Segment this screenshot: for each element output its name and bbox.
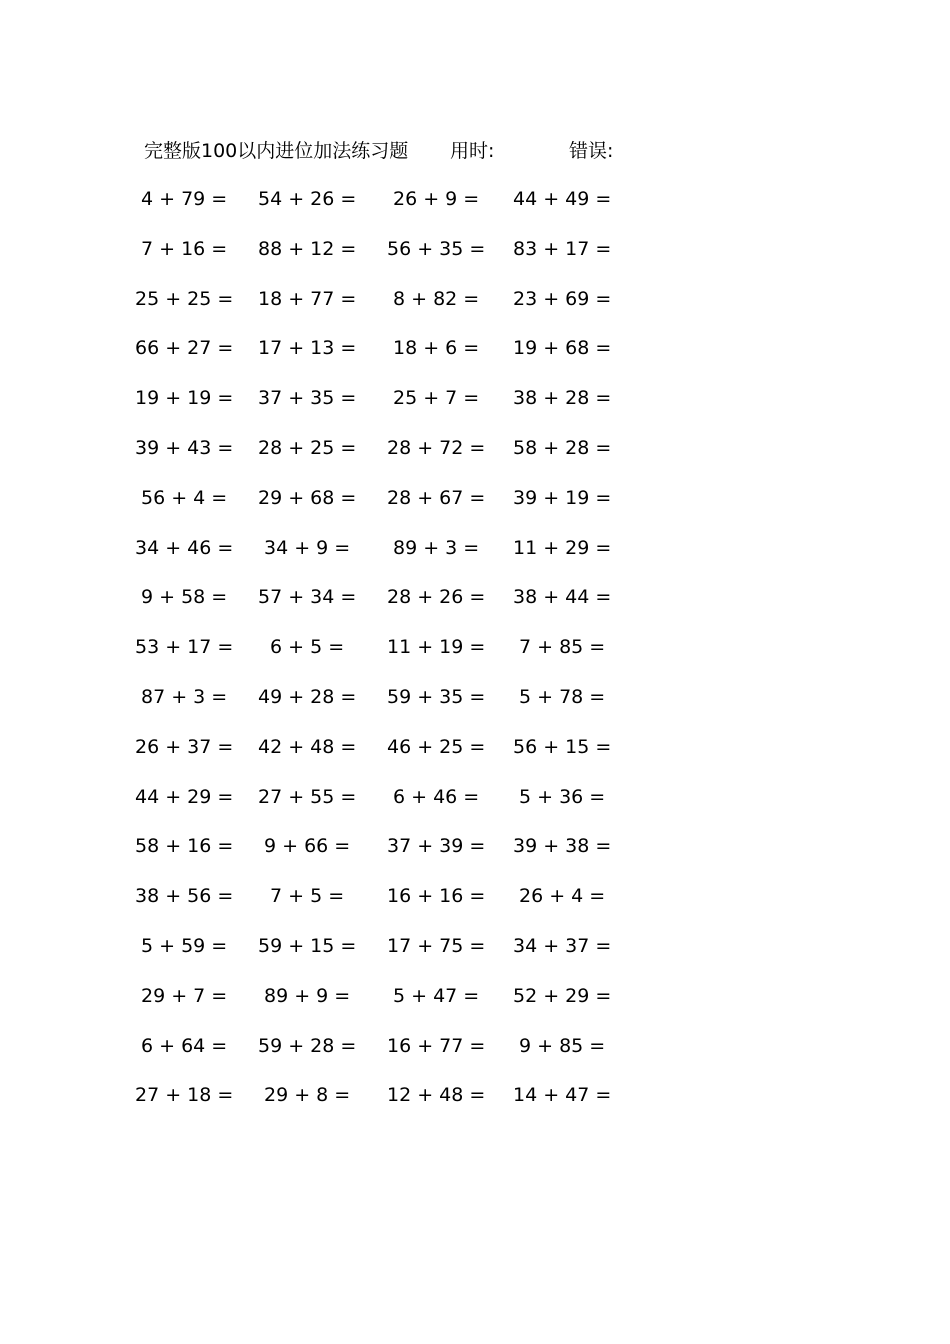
problem-row bbox=[0, 333, 950, 383]
addition-problem: 53 + 17 = bbox=[135, 636, 234, 659]
addition-problem: 9 + 58 = bbox=[141, 586, 228, 609]
addition-problem: 87 + 3 = bbox=[141, 685, 228, 708]
problem-row bbox=[0, 533, 950, 583]
addition-problem: 26 + 37 = bbox=[135, 735, 234, 758]
addition-problem: 29 + 68 = bbox=[258, 486, 357, 509]
problem-row bbox=[0, 582, 950, 632]
problem-row bbox=[0, 383, 950, 433]
addition-problem: 58 + 16 = bbox=[135, 835, 234, 858]
addition-problem: 54 + 26 = bbox=[258, 188, 357, 210]
addition-problem: 5 + 36 = bbox=[519, 785, 606, 808]
addition-problem: 26 + 9 = bbox=[393, 188, 480, 210]
addition-problem: 37 + 35 = bbox=[258, 387, 357, 410]
problem-grid bbox=[0, 184, 950, 1130]
worksheet-title: 完整版100以内进位加法练习题 bbox=[144, 140, 409, 162]
problem-row bbox=[0, 931, 950, 981]
addition-problem: 46 + 25 = bbox=[387, 735, 486, 758]
time-used-label: 用时: bbox=[450, 140, 495, 162]
problem-row bbox=[0, 981, 950, 1031]
problem-row bbox=[0, 1031, 950, 1081]
addition-problem: 34 + 46 = bbox=[135, 536, 234, 559]
addition-problem: 27 + 55 = bbox=[258, 785, 357, 808]
addition-problem: 6 + 5 = bbox=[270, 636, 345, 659]
addition-problem: 9 + 66 = bbox=[264, 835, 351, 858]
addition-problem: 28 + 25 = bbox=[258, 436, 357, 459]
addition-problem: 66 + 27 = bbox=[135, 337, 234, 360]
addition-problem: 83 + 17 = bbox=[513, 237, 612, 260]
addition-problem: 18 + 77 = bbox=[258, 287, 357, 310]
addition-problem: 19 + 19 = bbox=[135, 387, 234, 410]
addition-problem: 38 + 44 = bbox=[513, 586, 612, 609]
addition-problem: 9 + 85 = bbox=[519, 1034, 606, 1057]
problem-row bbox=[0, 732, 950, 782]
addition-problem: 8 + 82 = bbox=[393, 287, 480, 310]
addition-problem: 17 + 75 = bbox=[387, 934, 486, 957]
addition-problem: 38 + 28 = bbox=[513, 387, 612, 410]
problem-row bbox=[0, 284, 950, 334]
addition-problem: 89 + 3 = bbox=[393, 536, 480, 559]
addition-problem: 4 + 79 = bbox=[141, 188, 228, 210]
problem-row bbox=[0, 1080, 950, 1130]
addition-problem: 57 + 34 = bbox=[258, 586, 357, 609]
problem-row bbox=[0, 881, 950, 931]
addition-problem: 5 + 78 = bbox=[519, 685, 606, 708]
addition-problem: 49 + 28 = bbox=[258, 685, 357, 708]
problem-row bbox=[0, 632, 950, 682]
addition-problem: 34 + 37 = bbox=[513, 934, 612, 957]
addition-problem: 19 + 68 = bbox=[513, 337, 612, 360]
problem-row bbox=[0, 831, 950, 881]
addition-problem: 29 + 7 = bbox=[141, 984, 228, 1007]
addition-problem: 28 + 67 = bbox=[387, 486, 486, 509]
problem-row bbox=[0, 433, 950, 483]
addition-problem: 6 + 46 = bbox=[393, 785, 480, 808]
problem-row bbox=[0, 184, 950, 234]
addition-problem: 29 + 8 = bbox=[264, 1084, 351, 1107]
addition-problem: 38 + 56 = bbox=[135, 885, 234, 908]
addition-problem: 58 + 28 = bbox=[513, 436, 612, 459]
addition-problem: 11 + 29 = bbox=[513, 536, 612, 559]
addition-problem: 25 + 25 = bbox=[135, 287, 234, 310]
addition-problem: 16 + 77 = bbox=[387, 1034, 486, 1057]
errors-label: 错误: bbox=[569, 140, 614, 162]
addition-problem: 88 + 12 = bbox=[258, 237, 357, 260]
worksheet-header bbox=[0, 136, 950, 166]
addition-problem: 39 + 38 = bbox=[513, 835, 612, 858]
addition-problem: 44 + 49 = bbox=[513, 188, 612, 210]
addition-problem: 6 + 64 = bbox=[141, 1034, 228, 1057]
addition-problem: 25 + 7 = bbox=[393, 387, 480, 410]
addition-problem: 7 + 85 = bbox=[519, 636, 606, 659]
addition-problem: 11 + 19 = bbox=[387, 636, 486, 659]
addition-problem: 12 + 48 = bbox=[387, 1084, 486, 1107]
addition-problem: 17 + 13 = bbox=[258, 337, 357, 360]
addition-problem: 16 + 16 = bbox=[387, 885, 486, 908]
addition-problem: 5 + 47 = bbox=[393, 984, 480, 1007]
addition-problem: 27 + 18 = bbox=[135, 1084, 234, 1107]
addition-problem: 37 + 39 = bbox=[387, 835, 486, 858]
addition-problem: 7 + 16 = bbox=[141, 237, 228, 260]
addition-problem: 89 + 9 = bbox=[264, 984, 351, 1007]
addition-problem: 39 + 19 = bbox=[513, 486, 612, 509]
addition-problem: 28 + 72 = bbox=[387, 436, 486, 459]
addition-problem: 28 + 26 = bbox=[387, 586, 486, 609]
addition-problem: 26 + 4 = bbox=[519, 885, 606, 908]
addition-problem: 44 + 29 = bbox=[135, 785, 234, 808]
addition-problem: 56 + 35 = bbox=[387, 237, 486, 260]
problem-row bbox=[0, 782, 950, 832]
addition-problem: 59 + 15 = bbox=[258, 934, 357, 957]
problem-row bbox=[0, 682, 950, 732]
addition-problem: 18 + 6 = bbox=[393, 337, 480, 360]
addition-problem: 23 + 69 = bbox=[513, 287, 612, 310]
addition-problem: 56 + 4 = bbox=[141, 486, 228, 509]
problem-row bbox=[0, 483, 950, 533]
addition-problem: 59 + 35 = bbox=[387, 685, 486, 708]
problem-row bbox=[0, 234, 950, 284]
addition-problem: 56 + 15 = bbox=[513, 735, 612, 758]
addition-problem: 7 + 5 = bbox=[270, 885, 345, 908]
addition-problem: 42 + 48 = bbox=[258, 735, 357, 758]
addition-problem: 39 + 43 = bbox=[135, 436, 234, 459]
addition-problem: 5 + 59 = bbox=[141, 934, 228, 957]
addition-problem: 52 + 29 = bbox=[513, 984, 612, 1007]
addition-problem: 59 + 28 = bbox=[258, 1034, 357, 1057]
addition-problem: 34 + 9 = bbox=[264, 536, 351, 559]
addition-problem: 14 + 47 = bbox=[513, 1084, 612, 1107]
